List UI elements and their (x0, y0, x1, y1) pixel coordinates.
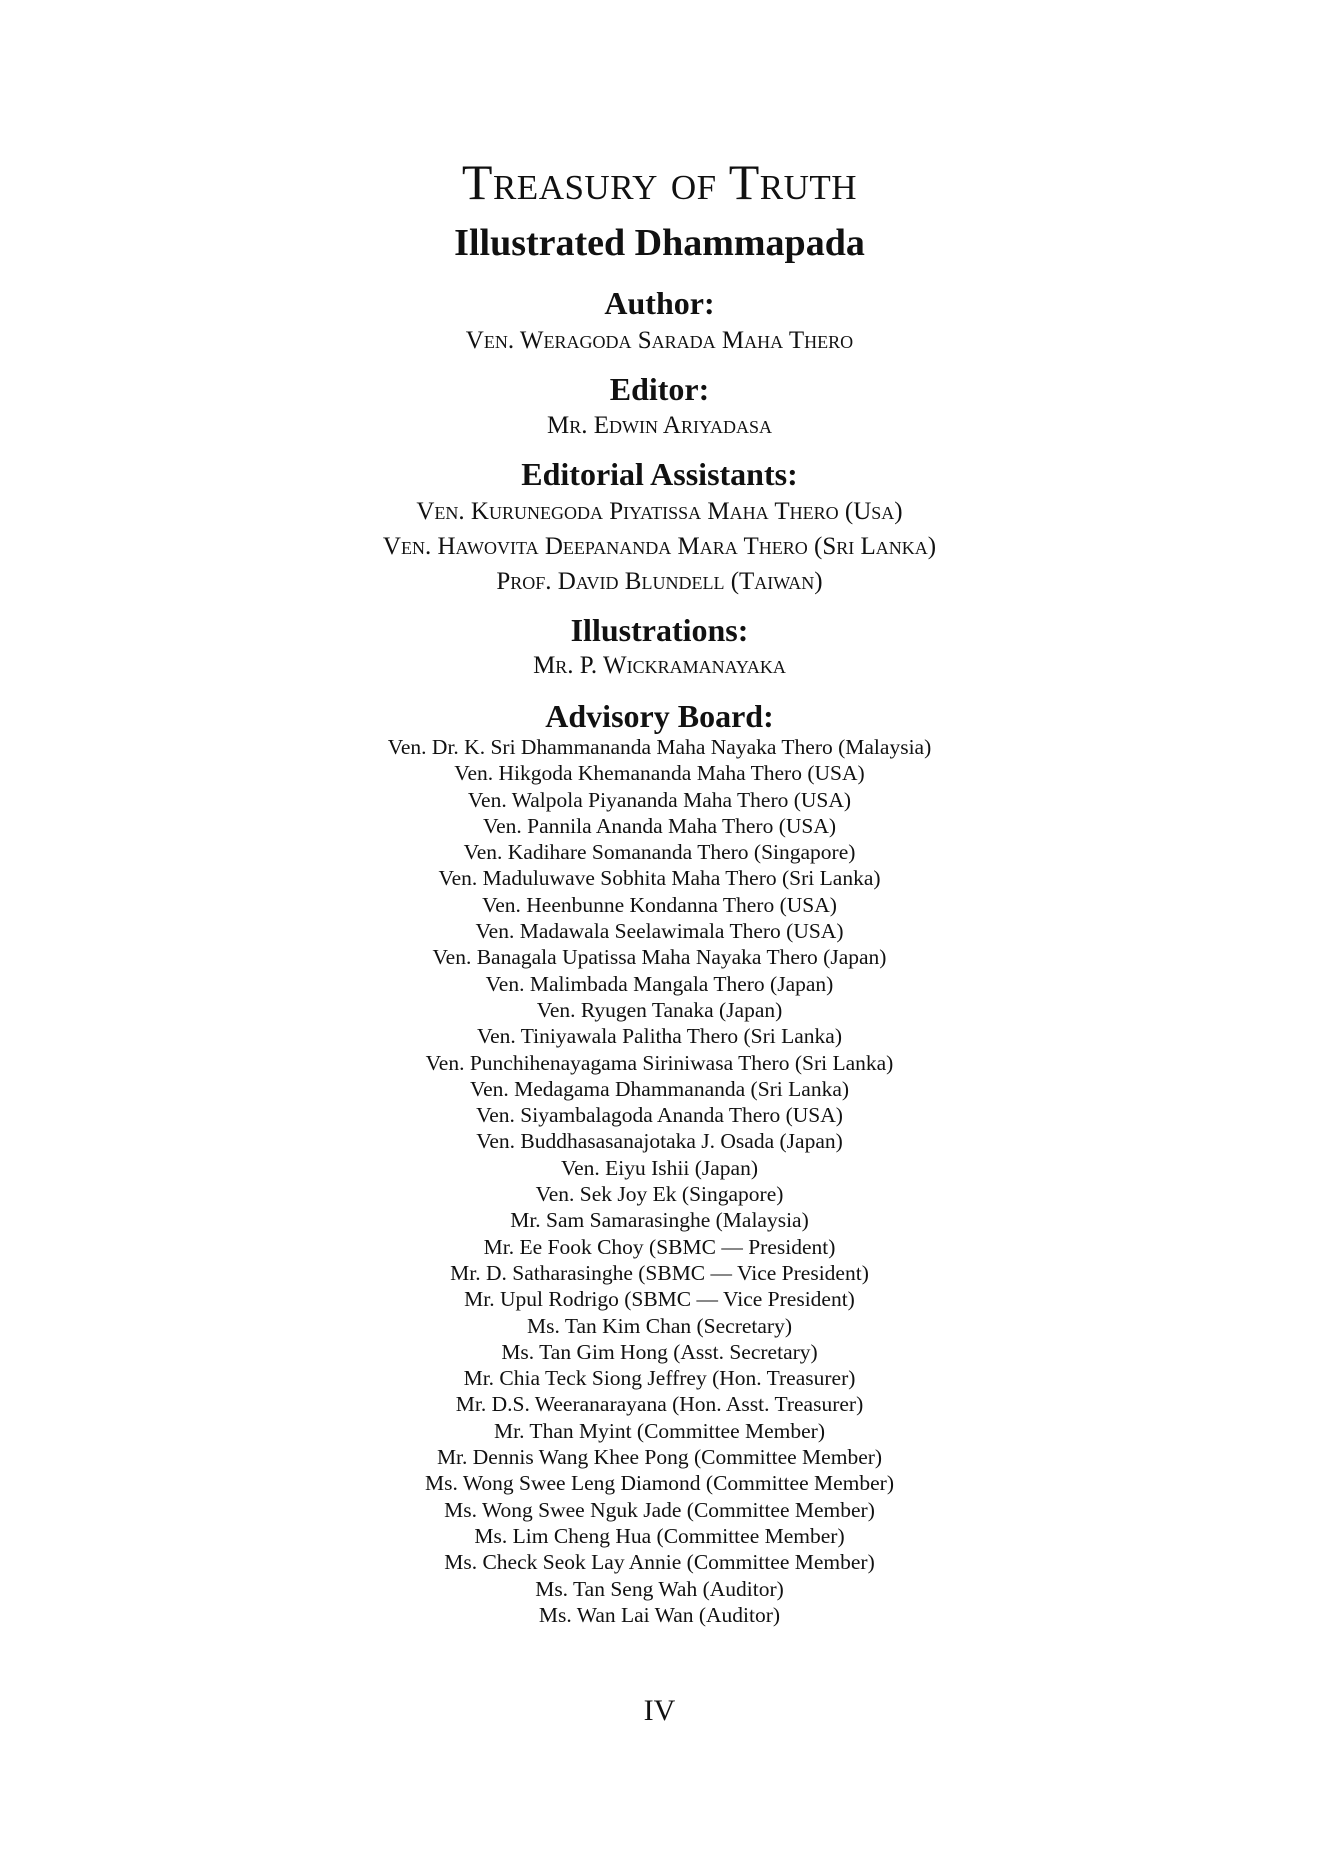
board-member: Mr. D. Satharasinghe (SBMC — Vice President) (450, 1260, 869, 1285)
board-member: Ms. Tan Gim Hong (Asst. Secretary) (501, 1339, 818, 1364)
illustrations-heading: Illustrations: (570, 612, 749, 648)
board-member: Ven. Heenbunne Kondanna Thero (USA) (482, 892, 837, 917)
board-member: Ven. Walpola Piyananda Maha Thero (USA) (467, 787, 852, 812)
board-member: Ven. Siyambalagoda Ananda Thero (USA) (476, 1103, 843, 1128)
board-member: Ven. Tiniyawala Palitha Thero (Sri Lanka) (476, 1024, 843, 1049)
board-member: Ms. Check Seok Lay Annie (Committee Member) (444, 1550, 875, 1575)
book-title: Treasury of Truth (461, 154, 858, 210)
board-member: Ms. Tan Kim Chan (Secretary) (527, 1313, 792, 1338)
board-member: Mr. Than Myint (Committee Member) (493, 1418, 825, 1443)
board-member: Ven. Pannila Ananda Maha Thero (USA) (482, 813, 837, 838)
board-member: Mr. D.S. Weeranarayana (Hon. Asst. Treasurer) (455, 1392, 864, 1417)
editorial-assistant-3: Prof. David Blundell (Taiwan) (496, 568, 823, 595)
board-member: Ms. Wong Swee Leng Diamond (Committee Member) (424, 1471, 894, 1496)
board-member: Ven. Medagama Dhammananda (Sri Lanka) (469, 1076, 850, 1101)
board-member: Ven. Sek Joy Ek (Singapore) (535, 1182, 784, 1207)
board-member: Ven. Banagala Upatissa Maha Nayaka Thero (Japan) (432, 945, 887, 970)
board-member: Ven. Buddhasasanajotaka J. Osada (Japan) (476, 1129, 843, 1154)
board-member: Mr. Ee Fook Choy (SBMC — President) (483, 1234, 836, 1259)
editorial-assistant-1: Ven. Kurunegoda Piyatissa Maha Thero (Usa) (416, 498, 903, 525)
advisory-board-heading: Advisory Board: (545, 698, 774, 734)
board-member: Ven. Kadihare Somananda Thero (Singapore) (463, 840, 856, 865)
board-member: Ven. Punchihenayagama Siriniwasa Thero (Sri Lanka) (425, 1050, 894, 1075)
board-member: Ms. Wong Swee Nguk Jade (Committee Member) (444, 1497, 875, 1522)
board-member: Ms. Tan Seng Wah (Auditor) (535, 1576, 784, 1601)
board-member: Ven. Dr. K. Sri Dhammananda Maha Nayaka Thero (Malaysia) (387, 735, 932, 759)
advisory-board-list (0, 734, 1319, 1628)
board-member: Mr. Chia Teck Siong Jeffrey (Hon. Treasurer) (463, 1366, 856, 1391)
editor-heading: Editor: (609, 371, 710, 407)
board-member: Ms. Lim Cheng Hua (Committee Member) (474, 1523, 845, 1548)
board-member: Ven. Hikgoda Khemananda Maha Thero (USA) (454, 761, 865, 786)
book-subtitle: Illustrated Dhammapada (454, 222, 865, 264)
board-member: Ms. Wan Lai Wan (Auditor) (538, 1602, 781, 1627)
editorial-assistants-heading: Editorial Assistants: (521, 456, 798, 492)
board-member: Mr. Upul Rodrigo (SBMC — Vice President) (464, 1287, 855, 1312)
board-member: Mr. Sam Samarasinghe (Malaysia) (510, 1208, 809, 1233)
board-member: Mr. Dennis Wang Khee Pong (Committee Member) (436, 1445, 883, 1470)
board-member: Ven. Eiyu Ishii (Japan) (560, 1155, 759, 1180)
author-heading: Author: (604, 285, 715, 321)
editorial-assistant-2: Ven. Hawovita Deepananda Mara Thero (Sri Lanka) (382, 533, 937, 560)
board-member: Ven. Maduluwave Sobhita Maha Thero (Sri Lanka) (438, 866, 881, 891)
board-member: Ven. Ryugen Tanaka (Japan) (536, 997, 783, 1022)
page-number: IV (643, 1694, 676, 1727)
illustrator-name: Mr. P. Wickramanayaka (533, 652, 786, 679)
board-member: Ven. Madawala Seelawimala Thero (USA) (475, 919, 844, 944)
board-member: Ven. Malimbada Mangala Thero (Japan) (485, 971, 834, 996)
editor-name: Mr. Edwin Ariyadasa (547, 412, 772, 439)
author-name: Ven. Weragoda Sarada Maha Thero (465, 327, 854, 354)
